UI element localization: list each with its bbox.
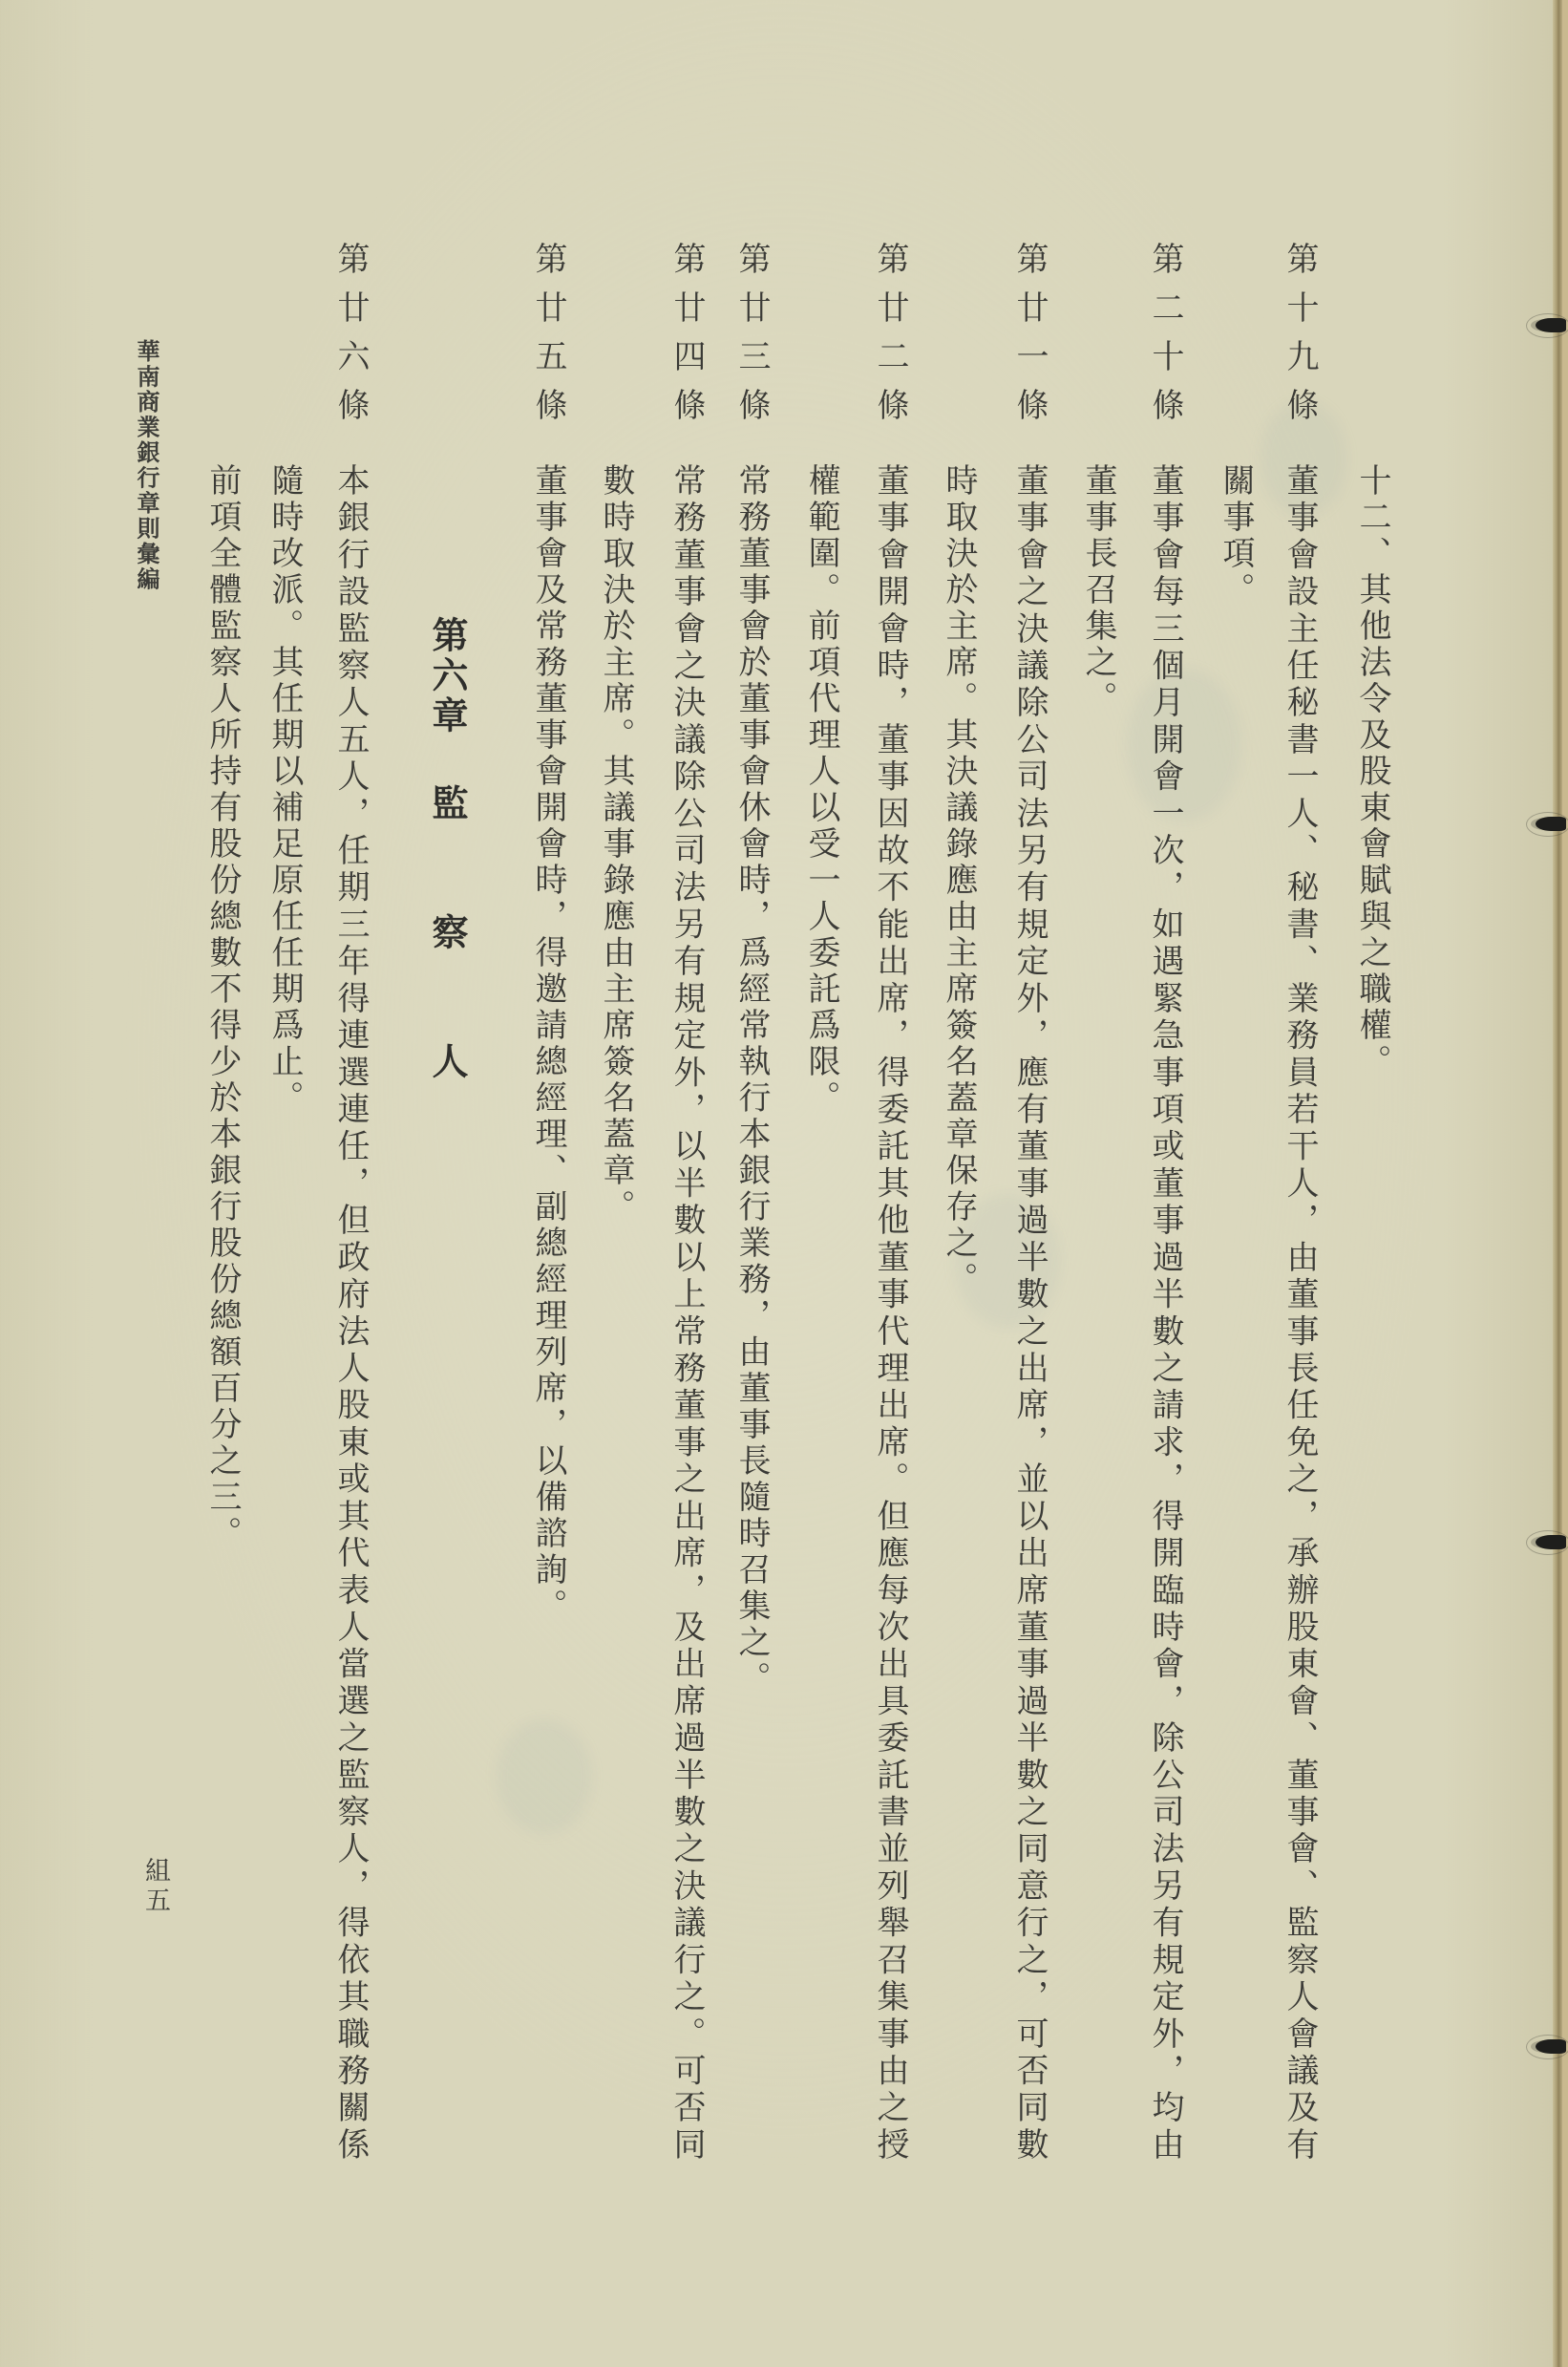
article-20-text-line-2: 董事長召集之。 — [1079, 463, 1117, 717]
show-through-stain — [497, 1719, 592, 1834]
chapter-number: 第六章 — [426, 616, 469, 736]
article-25-text-line-1: 董事會及常務董事會開會時，得邀請總經理、副總經理列席，以備諮詢。 — [529, 463, 567, 1625]
binding-hole — [1536, 817, 1566, 831]
article-19-text-line-1: 董事會設主任秘書一人、秘書、業務員若干人，由董事長任免之，承辦股東會、董事會、監察人會議及有 — [1281, 463, 1319, 2164]
article-26-text-line-2: 隨時改派。其任期以補足原任任期爲止。 — [265, 463, 304, 1117]
article-23-number: 第廿三條 — [732, 242, 771, 437]
article-19-text-line-2: 關事項。 — [1217, 463, 1255, 608]
binding-hole — [1536, 318, 1566, 332]
article-22-text-line-1: 董事會開會時，董事因故不能出席，得委託其他董事代理出席。但應每次出具委託書並列舉召集事由之授 — [871, 463, 909, 2164]
article-26-text-line-3: 前項全體監察人所持有股份總數不得少於本銀行股份總額百分之三。 — [203, 463, 242, 1552]
binding-hole — [1536, 1535, 1566, 1549]
article-21-text-line-2: 時取決於主席。其決議錄應由主席簽名蓋章保存之。 — [940, 463, 978, 1298]
article-21-number: 第廿一條 — [1010, 242, 1049, 437]
page-fold-edge — [1553, 0, 1562, 2367]
page-outer-edge — [1562, 0, 1568, 2367]
article-21-text-line-1: 董事會之決議除公司法另有規定外，應有董事過半數之出席，並以出席董事過半數之同意行之，可否同數 — [1010, 463, 1049, 2164]
article-26-number: 第廿六條 — [331, 242, 370, 437]
chapter-title: 監察人 — [426, 784, 469, 1171]
running-title: 華南商業銀行章則彙編 — [133, 339, 160, 592]
article-22-text-line-2: 權範圍。前項代理人以受一人委託爲限。 — [802, 463, 840, 1117]
binding-hole — [1536, 2039, 1566, 2054]
article-24-text-line-1: 常務董事會之決議除公司法另有規定外，以半數以上常務董事之出席，及出席過半數之決議行之。可否同 — [667, 463, 706, 2164]
article-26-text-line-1: 本銀行設監察人五人，任期三年得連選連任，但政府法人股東或其代表人當選之監察人，得依其職務關係 — [331, 463, 370, 2164]
article-24-number: 第廿四條 — [667, 242, 706, 437]
article-22-number: 第廿二條 — [871, 242, 909, 437]
article-19-number: 第十九條 — [1281, 242, 1319, 437]
article-23-text-line-1: 常務董事會於董事會休會時，爲經常執行本銀行業務，由董事長隨時召集之。 — [732, 463, 771, 1697]
continued-list-item: 十二、其他法令及股東會賦與之職權。 — [1353, 463, 1391, 1080]
article-20-text-line-1: 董事會每三個月開會一次，如遇緊急事項或董事過半數之請求，得開臨時會，除公司法另有規定外，均由 — [1146, 463, 1184, 2164]
page-number: 組五 — [140, 1857, 170, 1916]
article-24-text-line-2: 數時取決於主席。其議事錄應由主席簽名蓋章。 — [597, 463, 635, 1226]
article-20-number: 第二十條 — [1146, 242, 1184, 437]
show-through-stain — [1127, 669, 1241, 821]
article-25-number: 第廿五條 — [529, 242, 567, 437]
